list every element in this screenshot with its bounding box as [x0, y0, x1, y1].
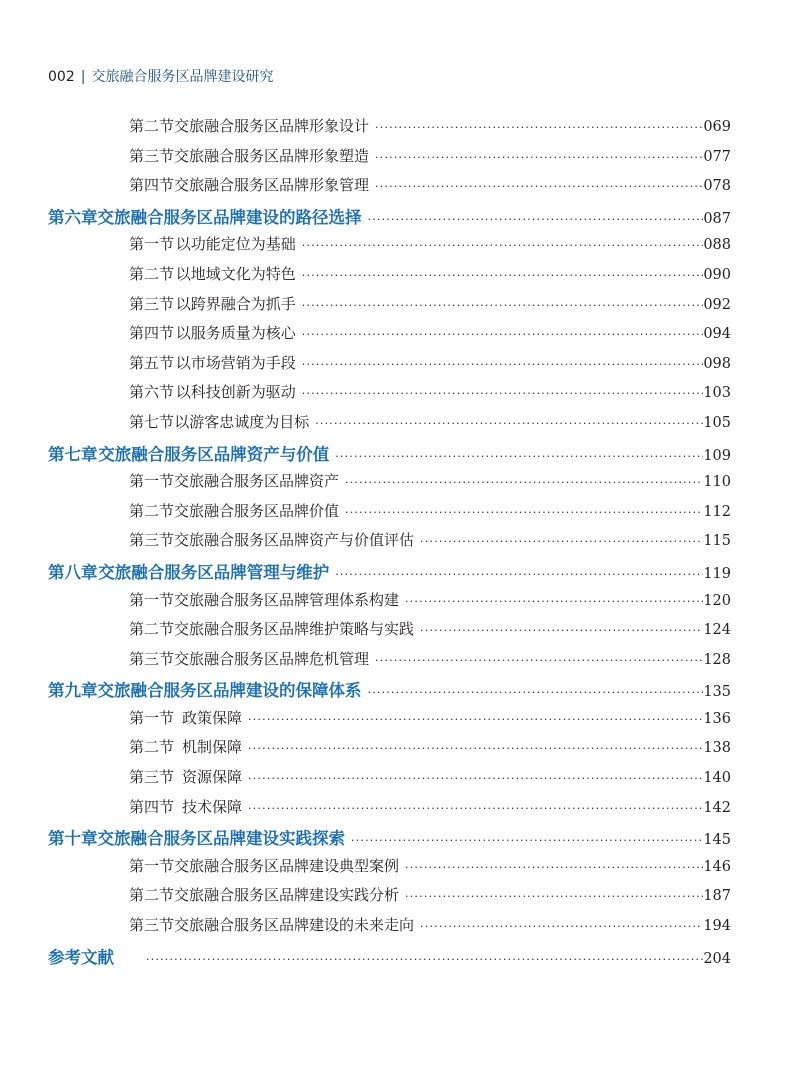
entry-title: 以市场营销为手段	[175, 353, 296, 372]
toc-section-entry[interactable]	[48, 352, 731, 382]
entry-number: 第三节	[129, 916, 175, 935]
dot-leader	[302, 269, 704, 282]
toc-section-entry[interactable]	[48, 500, 731, 530]
entry-number: 第九章	[48, 681, 98, 701]
entry-page-number: 110	[703, 474, 731, 491]
entry-title: 以游客忠诚度为目标	[174, 412, 310, 431]
toc-section-entry[interactable]	[48, 470, 731, 500]
entry-page-number: 187	[703, 888, 731, 905]
entry-number: 第一节	[129, 590, 175, 609]
entry-title: 资源保障	[182, 768, 243, 787]
entry-title: 交旅融合服务区品牌资产	[174, 472, 340, 491]
entry-title: 交旅融合服务区品牌建设的未来走向	[174, 916, 415, 935]
entry-title: 以科技创新为驱动	[175, 383, 296, 402]
toc-section-entry[interactable]	[48, 914, 731, 944]
toc-section-entry[interactable]	[48, 145, 731, 175]
toc-section-entry[interactable]	[48, 174, 731, 204]
dot-leader	[368, 686, 704, 699]
entry-page-number: 135	[703, 684, 731, 701]
entry-page-number: 128	[703, 651, 731, 668]
entry-number: 第二节	[129, 620, 175, 639]
entry-page-number: 138	[703, 740, 731, 757]
entry-page-number: 109	[703, 447, 731, 464]
toc-section-entry[interactable]	[48, 736, 731, 766]
toc-section-entry[interactable]	[48, 381, 731, 411]
dot-leader	[375, 121, 703, 134]
entry-number: 第三节	[129, 146, 175, 165]
entry-number: 第三节	[129, 649, 175, 668]
entry-number: 第八章	[48, 562, 98, 582]
entry-title: 机制保障	[182, 738, 243, 757]
entry-page-number: 090	[703, 266, 731, 283]
entry-title: 交旅融合服务区品牌建设实践探索	[97, 829, 345, 849]
entry-title: 参考文献	[48, 947, 114, 967]
entry-title: 交旅融合服务区品牌危机管理	[174, 649, 370, 668]
entry-page-number: 088	[703, 237, 731, 254]
dot-leader	[248, 802, 703, 815]
entry-title: 交旅融合服务区品牌建设实践分析	[174, 886, 400, 905]
dot-leader	[335, 568, 703, 581]
entry-number: 第二节	[129, 501, 175, 520]
toc-section-entry[interactable]	[48, 884, 731, 914]
entry-page-number: 204	[703, 950, 731, 967]
entry-page-number: 194	[703, 918, 731, 935]
toc-chapter-entry[interactable]	[48, 204, 731, 234]
dot-leader	[420, 920, 703, 933]
toc-section-entry[interactable]	[48, 411, 731, 441]
toc-section-entry[interactable]	[48, 855, 731, 885]
dot-leader	[351, 834, 703, 847]
entry-title: 交旅融合服务区品牌形象塑造	[174, 146, 370, 165]
toc-chapter-entry[interactable]	[48, 441, 731, 471]
dot-leader	[302, 239, 704, 252]
entry-title: 以地域文化为特色	[175, 264, 296, 283]
toc-section-entry[interactable]	[48, 796, 731, 826]
entry-page-number: 112	[703, 503, 731, 520]
entry-number: 第二节	[129, 738, 175, 757]
entry-title: 交旅融合服务区品牌形象设计	[174, 117, 370, 135]
entry-title: 政策保障	[182, 708, 243, 727]
entry-page-number: 145	[703, 832, 731, 849]
dot-leader	[302, 299, 704, 312]
dot-leader	[345, 506, 703, 519]
toc-section-entry[interactable]	[48, 618, 731, 648]
entry-page-number: 098	[703, 355, 731, 372]
entry-page-number: 140	[703, 770, 731, 787]
dot-leader	[248, 742, 703, 755]
entry-page-number: 136	[703, 710, 731, 727]
dot-leader	[375, 654, 703, 667]
running-header	[48, 66, 273, 86]
table-of-contents	[48, 115, 731, 973]
dot-leader	[248, 713, 703, 726]
dot-leader	[302, 328, 704, 341]
entry-number: 第六章	[48, 207, 98, 227]
entry-title: 技术保障	[182, 797, 243, 816]
entry-number: 第二节	[129, 886, 175, 905]
entry-title: 交旅融合服务区品牌资产与价值评估	[174, 531, 415, 550]
header-divider: |	[80, 69, 86, 85]
entry-number: 第七节	[129, 412, 175, 431]
entry-number: 第一节	[129, 472, 175, 491]
entry-number: 第四节	[129, 176, 175, 195]
dot-leader	[146, 953, 703, 966]
entry-page-number: 105	[703, 414, 731, 431]
book-title: 交旅融合服务区品牌建设研究	[91, 69, 274, 85]
entry-title: 交旅融合服务区品牌管理与维护	[98, 562, 330, 582]
entry-page-number: 103	[703, 385, 731, 402]
entry-page-number: 077	[703, 148, 731, 165]
dot-leader	[368, 213, 704, 226]
entry-title: 交旅融合服务区品牌管理体系构建	[174, 590, 400, 609]
entry-title: 交旅融合服务区品牌价值	[174, 501, 340, 520]
entry-title: 以跨界融合为抓手	[175, 294, 296, 313]
entry-title: 交旅融合服务区品牌建设的路径选择	[97, 207, 362, 227]
dot-leader	[420, 624, 703, 637]
entry-number: 第一节	[129, 708, 175, 727]
entry-number: 第五节	[129, 353, 175, 372]
toc-chapter-entry[interactable]	[48, 825, 731, 855]
entry-page-number: 069	[703, 119, 731, 135]
dot-leader	[315, 417, 703, 430]
entry-page-number: 092	[703, 296, 731, 313]
entry-title: 交旅融合服务区品牌建设典型案例	[174, 856, 400, 875]
toc-section-entry[interactable]	[48, 115, 731, 145]
entry-title: 交旅融合服务区品牌建设的保障体系	[97, 681, 362, 701]
entry-page-number: 142	[703, 799, 731, 816]
entry-number: 第二节	[129, 117, 175, 135]
toc-chapter-entry[interactable]	[48, 559, 731, 589]
toc-section-entry[interactable]	[48, 766, 731, 796]
entry-number: 第三节	[129, 531, 175, 550]
entry-number: 第一节	[129, 235, 175, 254]
toc-section-entry[interactable]	[48, 648, 731, 678]
dot-leader	[375, 180, 703, 193]
entry-number: 第二节	[129, 264, 175, 283]
entry-number: 第七章	[48, 444, 98, 464]
entry-page-number: 146	[703, 858, 731, 875]
page-number: 002	[48, 69, 75, 85]
dot-leader	[375, 151, 703, 164]
toc-section-entry[interactable]	[48, 322, 731, 352]
dot-leader	[345, 476, 703, 489]
toc-section-entry[interactable]	[48, 293, 731, 323]
entry-number: 第四节	[129, 324, 175, 343]
toc-section-entry[interactable]	[48, 263, 731, 293]
dot-leader	[335, 450, 703, 463]
entry-page-number: 087	[703, 210, 731, 227]
toc-chapter-entry[interactable]	[48, 944, 731, 974]
entry-page-number: 120	[703, 592, 731, 609]
entry-page-number: 094	[703, 326, 731, 343]
dot-leader	[405, 890, 703, 903]
entry-page-number: 078	[703, 178, 731, 195]
entry-page-number: 119	[703, 565, 731, 582]
toc-chapter-entry[interactable]	[48, 677, 731, 707]
entry-number: 第一节	[129, 856, 175, 875]
toc-section-entry[interactable]	[48, 529, 731, 559]
entry-number: 第六节	[129, 383, 175, 402]
entry-title: 交旅融合服务区品牌维护策略与实践	[174, 620, 415, 639]
toc-section-entry[interactable]	[48, 589, 731, 619]
entry-number: 第三节	[129, 294, 175, 313]
dot-leader	[302, 358, 704, 371]
entry-title: 以功能定位为基础	[175, 235, 296, 254]
dot-leader	[302, 387, 704, 400]
dot-leader	[248, 772, 703, 785]
entry-title: 以服务质量为核心	[175, 324, 296, 343]
entry-page-number: 124	[703, 622, 731, 639]
dot-leader	[405, 595, 703, 608]
entry-number: 第三节	[129, 768, 175, 787]
toc-section-entry[interactable]	[48, 707, 731, 737]
entry-title: 交旅融合服务区品牌资产与价值	[98, 444, 330, 464]
dot-leader	[420, 535, 703, 548]
entry-title: 交旅融合服务区品牌形象管理	[174, 176, 370, 195]
entry-page-number: 115	[703, 533, 731, 550]
entry-number: 第十章	[48, 829, 98, 849]
dot-leader	[405, 861, 703, 874]
entry-number: 第四节	[129, 797, 175, 816]
toc-section-entry[interactable]	[48, 233, 731, 263]
